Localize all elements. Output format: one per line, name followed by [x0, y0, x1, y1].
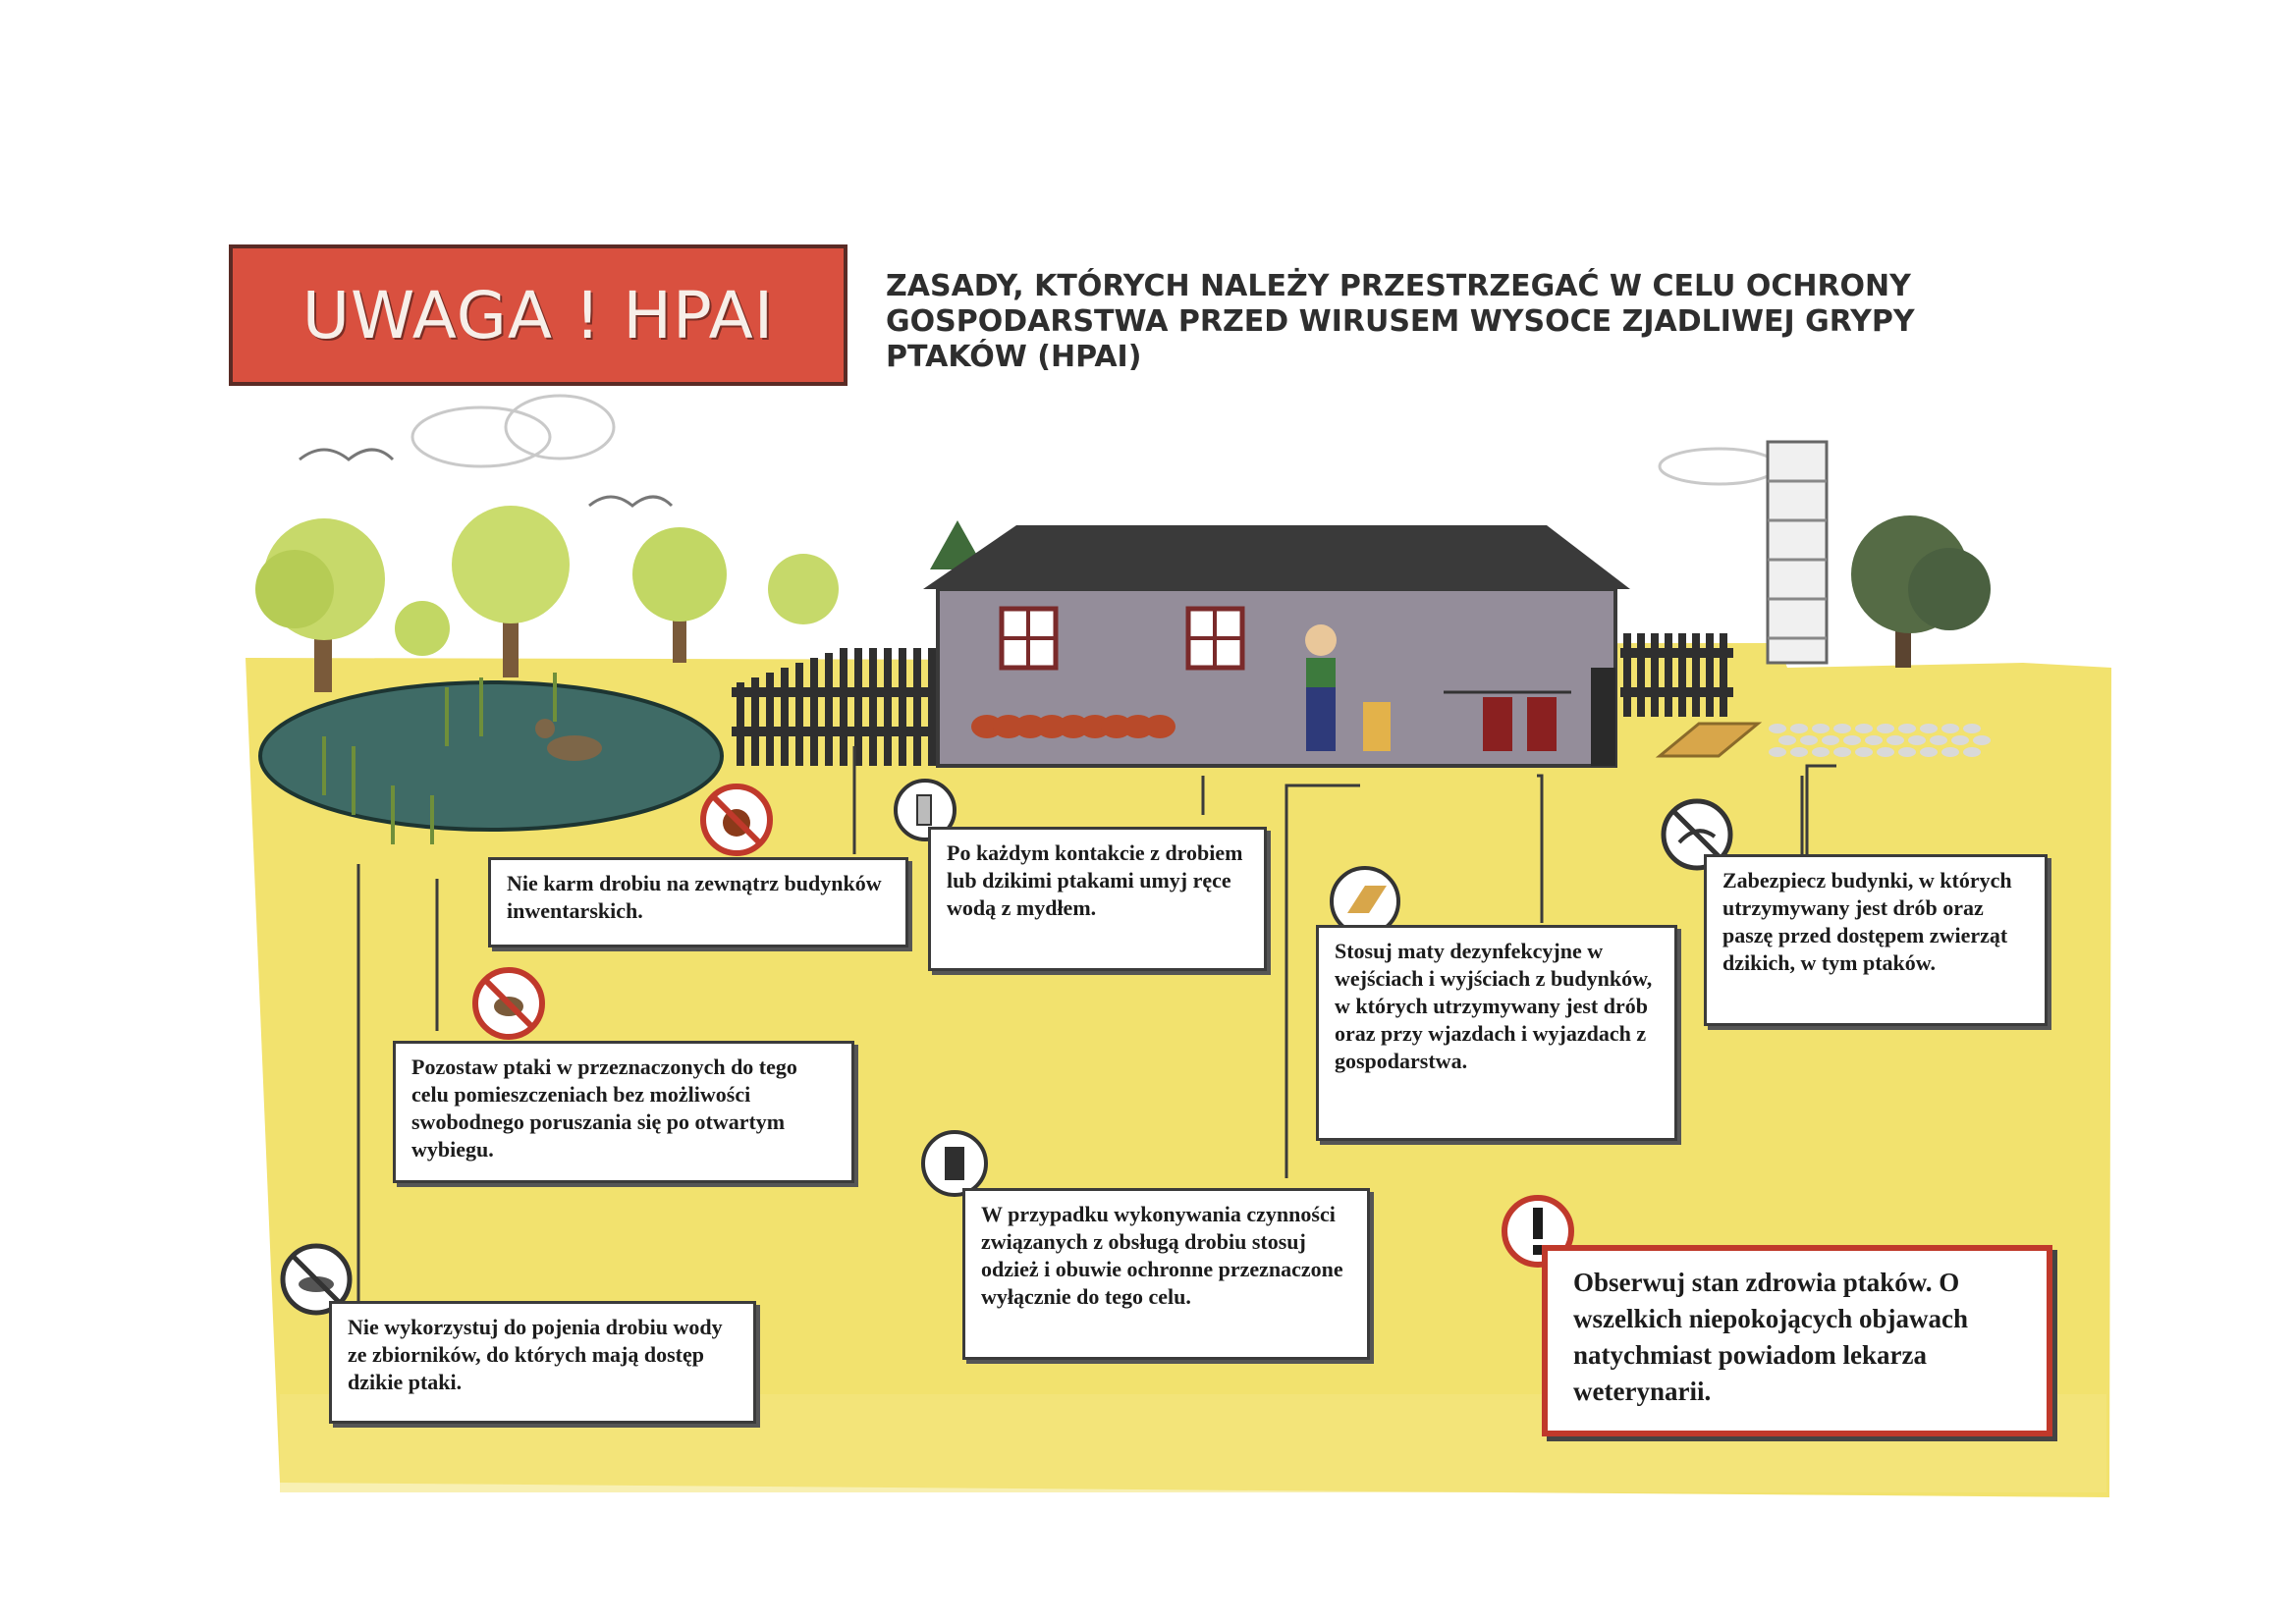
rule-protective-clothing-text: W przypadku wykonywania czynności związanych z obsługą drobiu stosuj odzież i obuwie ochronne przeznaczone wyłącznie do tego celu.: [981, 1202, 1343, 1309]
gravel-path: [1769, 724, 1991, 757]
silo: [1768, 442, 1827, 663]
rule-disinfection-mats: [1316, 925, 1677, 1141]
rule-keep-indoors: [393, 1041, 854, 1183]
rule-protective-clothing: [962, 1188, 1370, 1360]
flying-birds: [300, 450, 672, 506]
rule-keep-indoors-text: Pozostaw ptaki w przeznaczonych do tego celu pomieszczeniach bez możliwości swobodnego poruszania się po otwartym wybiegu.: [411, 1055, 797, 1162]
rule-feed-inside: [488, 857, 908, 947]
no-free-range-icon: [475, 970, 542, 1037]
rule-pond-water-text: Nie wykorzystuj do pojenia drobiu wody ze zbiorników, do których mają dostęp dzikie ptaki.: [348, 1315, 723, 1394]
protective-clothing-icon: [923, 1132, 986, 1195]
rule-secure-buildings-text: Zabezpiecz budynki, w których utrzymywany jest drób oraz paszę przed dostępem zwierząt dzikich, w tym ptaków.: [1722, 868, 2012, 975]
rule-pond-water: [329, 1301, 756, 1424]
rule-disinfection-mats-text: Stosuj maty dezynfekcyjne w wejściach i wyjściach z budynków, w których utrzymywany jest drób oraz przy wjazdach i wyjazdach z gospodarstwa.: [1335, 939, 1653, 1073]
clouds: [412, 396, 1777, 484]
rule-wash-hands-text: Po każdym kontakcie z drobiem lub dzikimi ptakami umyj ręce wodą z mydłem.: [947, 840, 1243, 920]
poultry-barn: [923, 525, 1630, 766]
rule-secure-buildings: [1704, 854, 2048, 1026]
rule-observe-health: [1542, 1245, 2052, 1436]
no-outdoor-feeding-icon: [703, 786, 770, 853]
rule-observe-health-text: Obserwuj stan zdrowia ptaków. O wszelkich niepokojących objawach natychmiast powiadom lekarza weterynarii.: [1573, 1268, 1969, 1406]
rule-wash-hands: [928, 827, 1267, 971]
rule-feed-inside-text: Nie karm drobiu na zewnątrz budynków inwentarskich.: [507, 871, 882, 923]
banner-title: UWAGA ! HPAI: [301, 277, 775, 353]
page-subtitle: ZASADY, KTÓRYCH NALEŻY PRZESTRZEGAĆ W CELU OCHRONY GOSPODARSTWA PRZED WIRUSEM WYSOCE ZJADLIWEJ GRYPY PTAKÓW (HPAI): [886, 269, 1915, 374]
